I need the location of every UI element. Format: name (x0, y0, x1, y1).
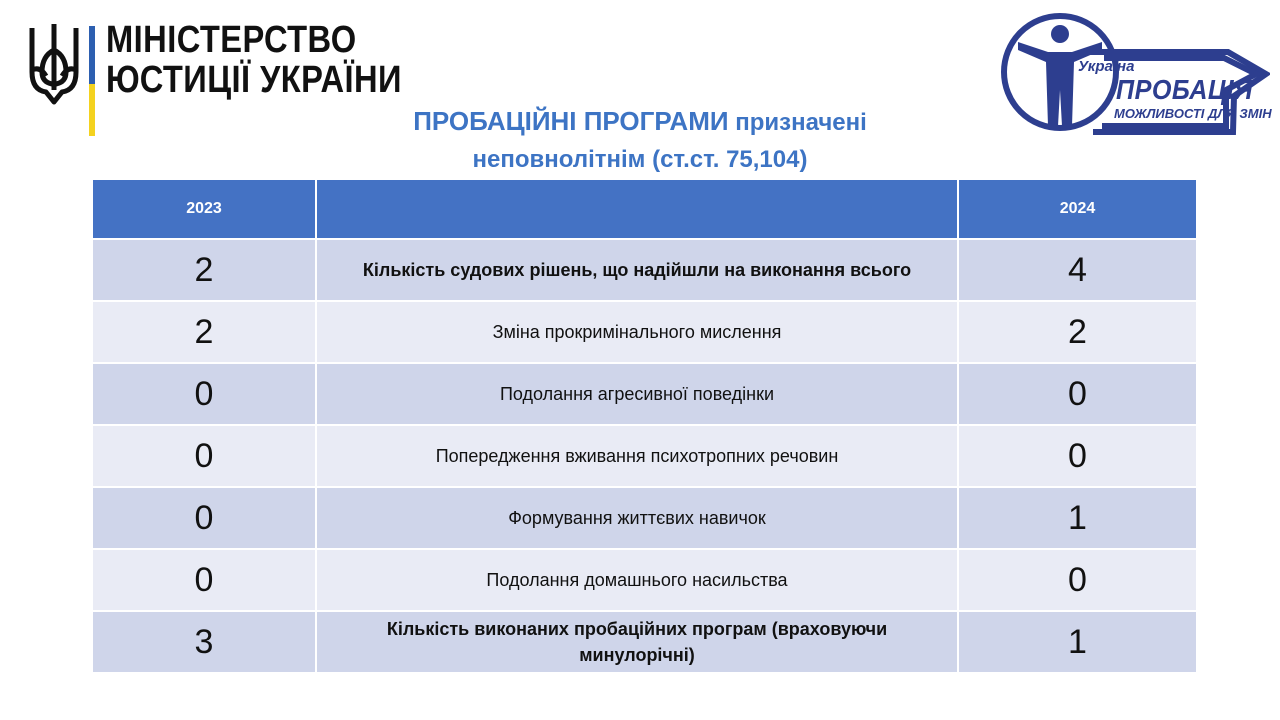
value-2023: 3 (92, 611, 316, 673)
header-label (316, 179, 958, 239)
probation-slogan: МОЖЛИВОСТІ ДЛЯ ЗМІН (1114, 106, 1272, 121)
value-2024: 4 (958, 239, 1197, 301)
table-row (92, 549, 1197, 611)
flag-bar-yellow (89, 84, 95, 136)
ministry-name (106, 20, 402, 100)
probation-logo (998, 8, 1270, 136)
row-label: Формування життєвих навичок (316, 487, 958, 549)
value-2023: 0 (92, 363, 316, 425)
table-row (92, 301, 1197, 363)
value-2024: 0 (958, 363, 1197, 425)
probation-programs-table (91, 178, 1198, 674)
table-row (92, 611, 1197, 673)
probation-word-probation: ПРОБАЦІЯ (1116, 74, 1253, 105)
table-row (92, 487, 1197, 549)
table-row (92, 425, 1197, 487)
row-label: Кількість судових рішень, що надійшли на виконання всього (316, 239, 958, 301)
value-2024: 1 (958, 487, 1197, 549)
row-label: Подолання агресивної поведінки (316, 363, 958, 425)
value-2024: 1 (958, 611, 1197, 673)
title-line-2: неповнолітнім (ст.ст. 75,104) (472, 146, 808, 173)
table-header-row (92, 179, 1197, 239)
value-2023: 2 (92, 239, 316, 301)
probation-word-ukraine: Україна (1078, 58, 1135, 75)
table-row (92, 239, 1197, 301)
value-2024: 2 (958, 301, 1197, 363)
title-bold-part: ПРОБАЦІЙНІ ПРОГРАМИ (413, 106, 729, 136)
value-2023: 0 (92, 487, 316, 549)
row-label: Зміна прокримінального мислення (316, 301, 958, 363)
ministry-line-1: МІНІСТЕРСТВО (106, 19, 357, 61)
table-row (92, 363, 1197, 425)
trident-icon (26, 20, 82, 110)
value-2024: 0 (958, 549, 1197, 611)
value-2024: 0 (958, 425, 1197, 487)
header-2024: 2024 (958, 179, 1197, 239)
value-2023: 0 (92, 425, 316, 487)
page-title (320, 103, 960, 178)
title-rest-part: призначені (735, 109, 867, 136)
row-label: Кількість виконаних пробаційних програм (враховуючи минулорічні) (316, 611, 958, 673)
flag-bar-blue (89, 26, 95, 84)
ministry-line-2: ЮСТИЦІЇ УКРАЇНИ (106, 59, 402, 101)
value-2023: 0 (92, 549, 316, 611)
row-label: Подолання домашнього насильства (316, 549, 958, 611)
value-2023: 2 (92, 301, 316, 363)
header-2023: 2023 (92, 179, 316, 239)
row-label: Попередження вживання психотропних речовин (316, 425, 958, 487)
